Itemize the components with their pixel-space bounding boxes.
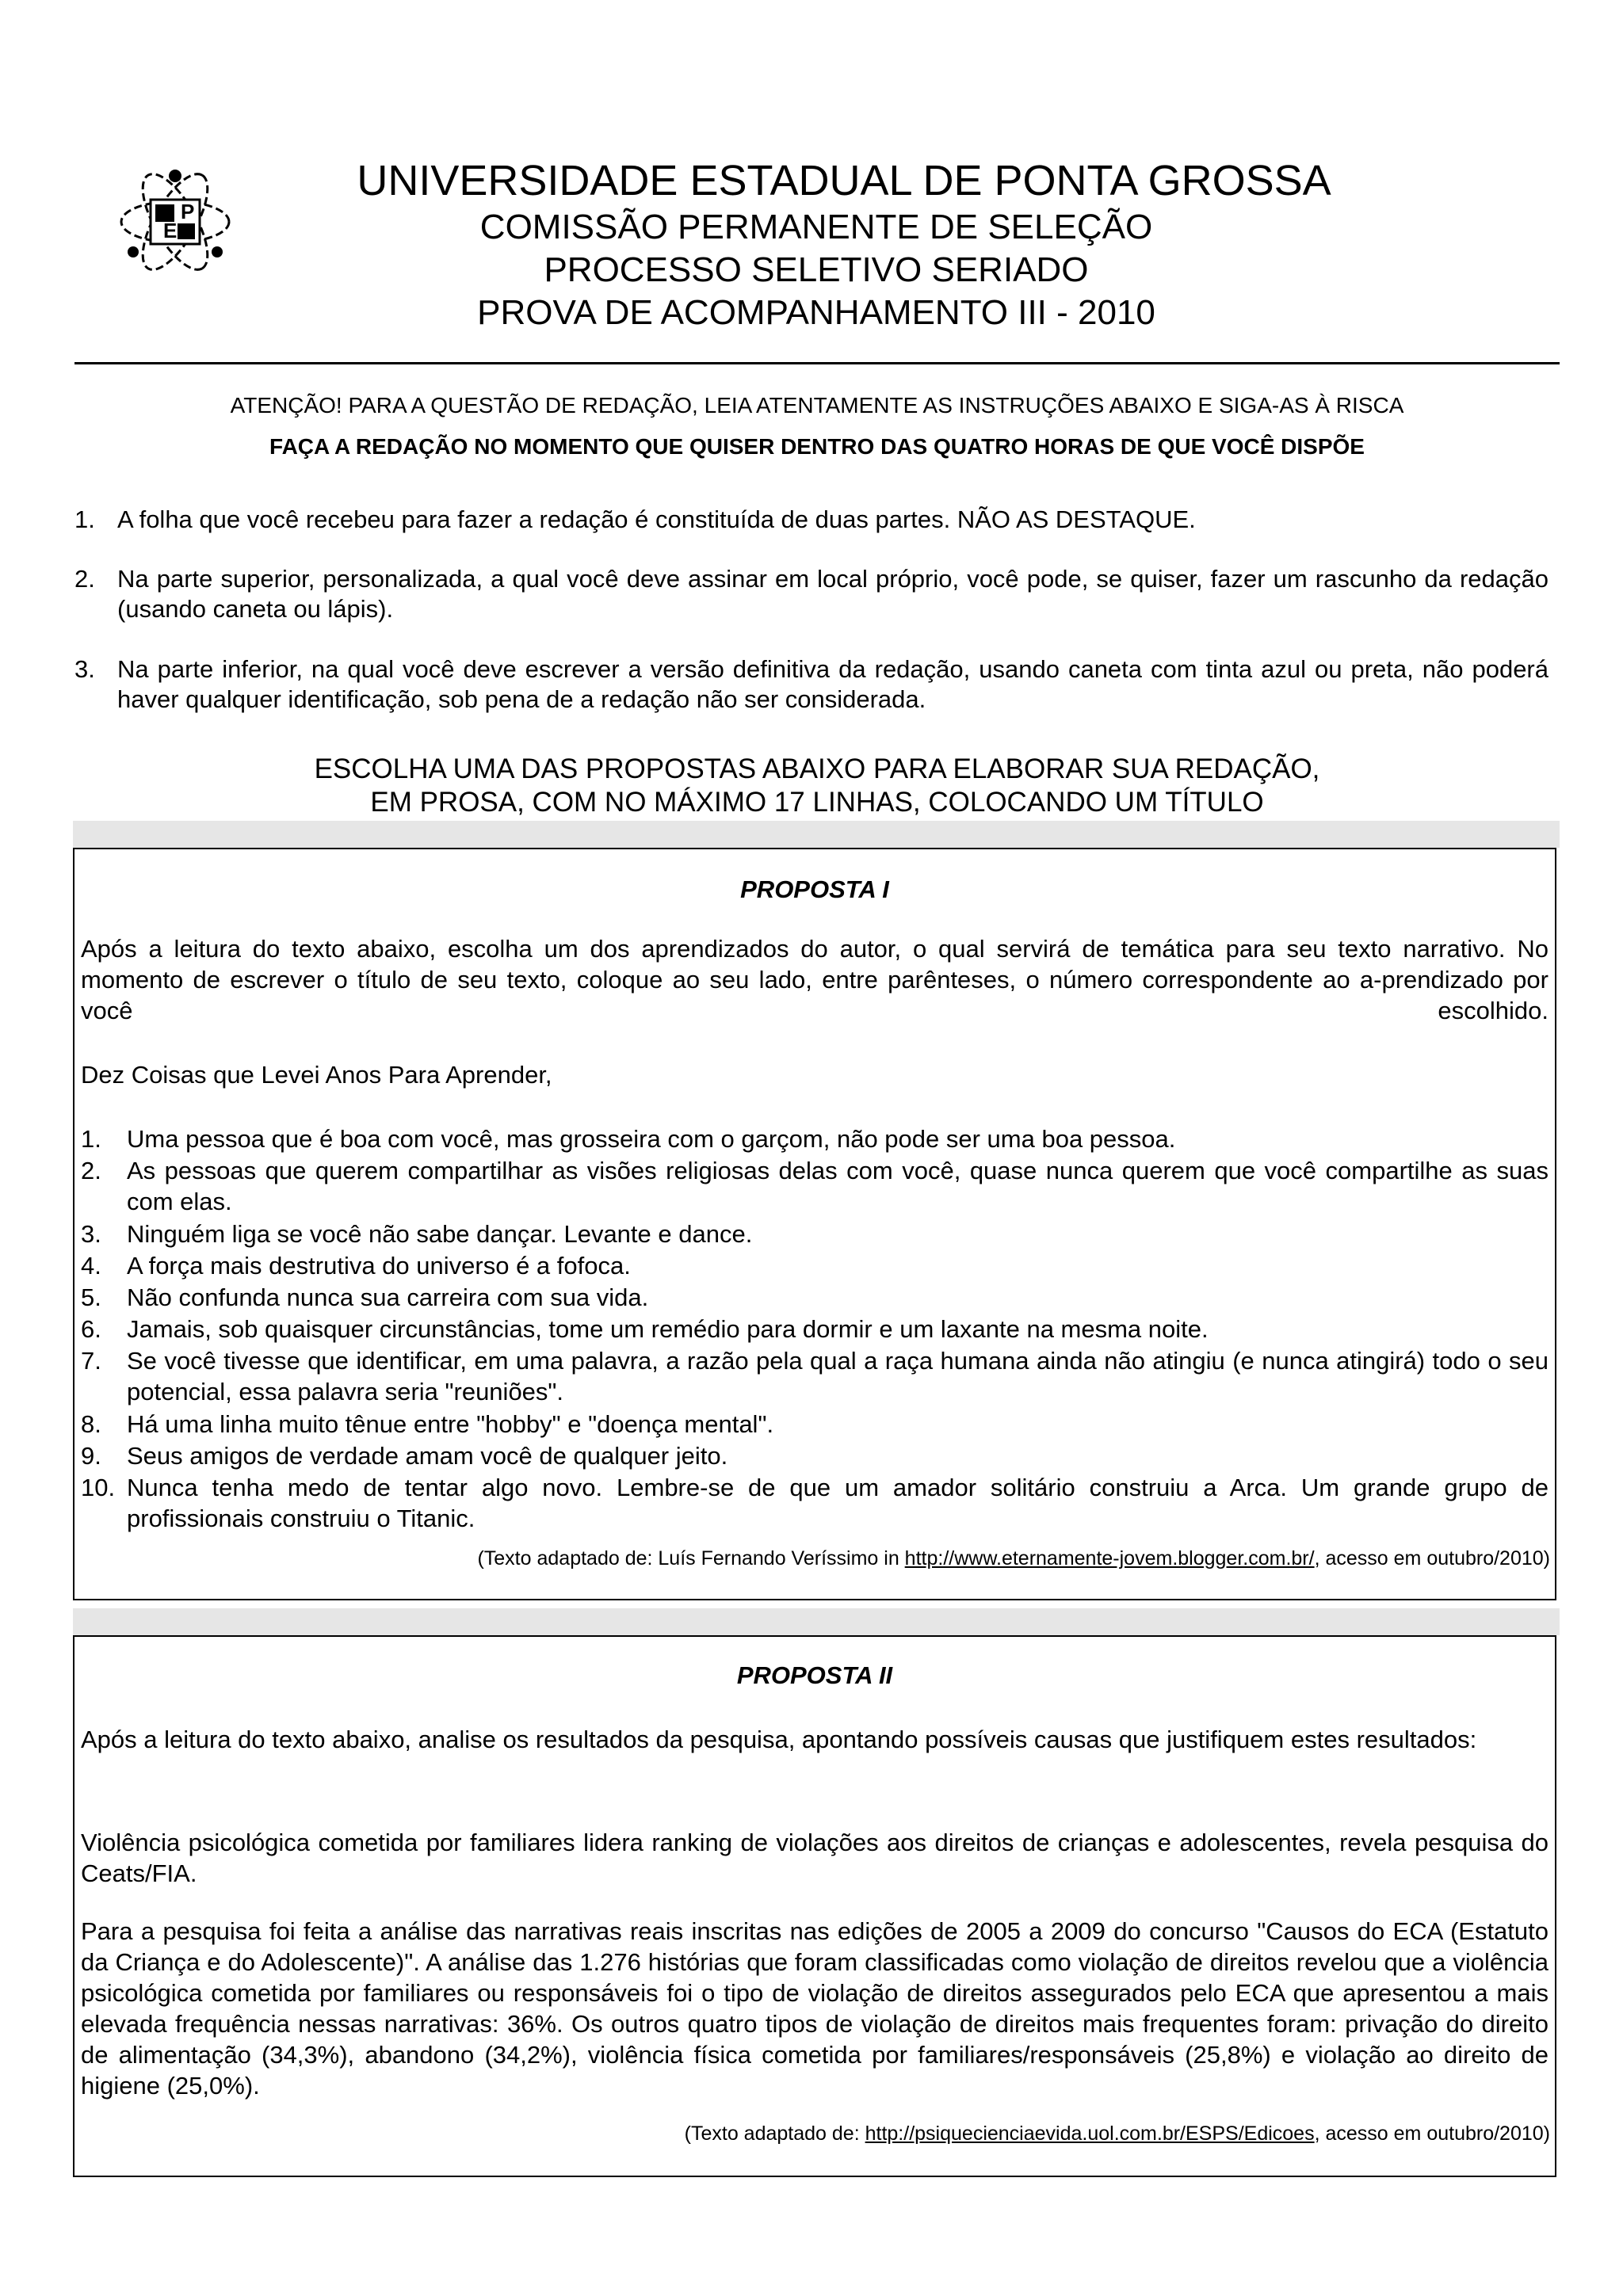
list-text: Não confunda nunca sua carreira com sua vida. bbox=[127, 1283, 649, 1311]
instruction-item bbox=[74, 654, 1549, 715]
list-number: 6. bbox=[81, 1315, 101, 1343]
university-name: UNIVERSIDADE ESTADUAL DE PONTA GROSSA bbox=[357, 157, 1331, 204]
instruction-item bbox=[74, 505, 1549, 535]
proposta-2-source bbox=[685, 2122, 1550, 2145]
commission-name: COMISSÃO PERMANENTE DE SELEÇÃO bbox=[479, 208, 1153, 246]
proposta-2-intro: Após a leitura do texto abaixo, analise os resultados da pesquisa, apontando possíveis causas que justifiquem estes resultados: bbox=[81, 1726, 1477, 1753]
list-text: Jamais, sob quaisquer circunstâncias, tome um remédio para dormir e um laxante na mesma noite. bbox=[127, 1315, 1209, 1343]
list-item bbox=[81, 1282, 1549, 1313]
instruction-text: Na parte superior, personalizada, a qual você deve assinar em local próprio, você pode, se quiser, fazer um rascunho da redação (usando caneta ou lápis). bbox=[117, 565, 1549, 623]
instruction-number: 2. bbox=[74, 565, 95, 593]
proposta-2-title: PROPOSTA II bbox=[736, 1661, 893, 1689]
source-suffix: , acesso em outubro/2010) bbox=[1314, 2122, 1550, 2145]
list-item bbox=[81, 1250, 1549, 1281]
list-item bbox=[81, 1472, 1549, 1534]
instruction-item bbox=[74, 564, 1549, 624]
source-prefix: (Texto adaptado de: Luís Fernando Veríssimo in bbox=[477, 1547, 905, 1569]
instruction-text: A folha que você recebeu para fazer a redação é constituída de duas partes. NÃO AS DESTAQUE. bbox=[117, 505, 1196, 533]
attention-line: ATENÇÃO! PARA A QUESTÃO DE REDAÇÃO, LEIA ATENTAMENTE AS INSTRUÇÕES ABAIXO E SIGA-AS À RISCA bbox=[230, 393, 1404, 418]
proposta-2-box bbox=[73, 1635, 1556, 2177]
source-link[interactable]: http://psiquecienciaevida.uol.com.br/ESPS/Edicoes bbox=[865, 2122, 1315, 2145]
list-text: Há uma linha muito tênue entre "hobby" e "doença mental". bbox=[127, 1410, 774, 1438]
instruction-number: 1. bbox=[74, 505, 95, 533]
list-number: 7. bbox=[81, 1347, 101, 1375]
list-item bbox=[81, 1123, 1549, 1154]
list-number: 3. bbox=[81, 1220, 101, 1248]
header bbox=[238, 155, 1395, 334]
proposta-2-paragraph-1: Violência psicológica cometida por familiares lidera ranking de violações aos direitos de crianças e adolescentes, revela pesquisa do Ceats/FIA. bbox=[81, 1829, 1549, 1887]
list-item bbox=[81, 1440, 1549, 1471]
proposta-1-intro: Após a leitura do texto abaixo, escolha um dos aprendizados do autor, o qual servirá de temática para seu texto narrativo. No momento de escrever o título de seu texto, coloque ao seu lado, entre parênteses, o número correspondente ao a-prendizado por você escolhido. bbox=[81, 935, 1549, 1024]
proposta-1-title: PROPOSTA I bbox=[740, 875, 889, 903]
list-number: 10. bbox=[81, 1474, 116, 1501]
source-suffix: , acesso em outubro/2010) bbox=[1314, 1547, 1550, 1569]
exam-name: PROVA DE ACOMPANHAMENTO III - 2010 bbox=[477, 293, 1155, 332]
svg-text:P: P bbox=[181, 200, 195, 223]
source-prefix: (Texto adaptado de: bbox=[684, 2122, 865, 2145]
header-divider bbox=[74, 362, 1560, 364]
list-item bbox=[81, 1155, 1549, 1217]
list-number: 5. bbox=[81, 1283, 101, 1311]
proposta-1-text-title: Dez Coisas que Levei Anos Para Aprender, bbox=[81, 1061, 552, 1089]
list-text: A força mais destrutiva do universo é a fofoca. bbox=[127, 1252, 631, 1280]
list-number: 4. bbox=[81, 1252, 101, 1280]
proposta-1-source bbox=[477, 1547, 1550, 1570]
list-text: Nunca tenha medo de tentar algo novo. Lembre-se de que um amador solitário construiu a Arca. Um grande grupo de profissionais construiu o Titanic. bbox=[127, 1474, 1549, 1532]
list-item bbox=[81, 1409, 1549, 1440]
list-item bbox=[81, 1345, 1549, 1407]
list-number: 2. bbox=[81, 1157, 101, 1184]
section-separator bbox=[73, 1608, 1560, 1635]
list-number: 1. bbox=[81, 1125, 101, 1153]
list-item bbox=[81, 1219, 1549, 1249]
instruction-number: 3. bbox=[74, 655, 95, 683]
list-text: Se você tivesse que identificar, em uma palavra, a razão pela qual a raça humana ainda não atingiu (e nunca atingirá) todo o seu potencial, essa palavra seria "reuniões". bbox=[127, 1347, 1549, 1405]
proposta-1-box bbox=[73, 848, 1556, 1600]
choose-line-1: ESCOLHA UMA DAS PROPOSTAS ABAIXO PARA ELABORAR SUA REDAÇÃO, bbox=[314, 753, 1320, 784]
list-text: Uma pessoa que é boa com você, mas grosseira com o garçom, não pode ser uma boa pessoa. bbox=[127, 1125, 1176, 1153]
attention-bold-line: FAÇA A REDAÇÃO NO MOMENTO QUE QUISER DENTRO DAS QUATRO HORAS DE QUE VOCÊ DISPÕE bbox=[269, 434, 1365, 459]
list-text: Ninguém liga se você não sabe dançar. Levante e dance. bbox=[127, 1220, 753, 1248]
list-number: 8. bbox=[81, 1410, 101, 1438]
section-separator bbox=[73, 821, 1560, 848]
list-text: As pessoas que querem compartilhar as visões religiosas delas com você, quase nunca querem que você compartilhe as suas com elas. bbox=[127, 1157, 1549, 1215]
svg-text:E: E bbox=[163, 219, 178, 242]
list-item bbox=[81, 1314, 1549, 1344]
list-number: 9. bbox=[81, 1442, 101, 1470]
choose-proposal-heading bbox=[74, 753, 1560, 819]
instruction-text: Na parte inferior, na qual você deve escrever a versão definitiva da redação, usando caneta com tinta azul ou preta, não poderá haver qualquer identificação, sob pena de a redação não ser considerada. bbox=[117, 655, 1549, 713]
proposta-2-paragraph-2: Para a pesquisa foi feita a análise das narrativas reais inscritas nas edições de 2005 a 2009 do concurso "Causos do ECA (Estatuto da Criança e do Adolescente)". A análise das 1.276 histórias que foram classificadas como violação de direitos revelou que a violência psicológica cometida por familiares ou responsáveis foi o tipo de violação de direitos assegurados pelo ECA que apresentou a mais elevada frequência nessas narrativas: 36%. Os outros quatro tipos de violação de direitos mais frequentes foram: privação do direito de alimentação (34,3%), abandono (34,2%), violência física cometida por familiares/responsáveis (25,8%) e violação ao direito de higiene (25,0%). bbox=[81, 1917, 1549, 2100]
process-name: PROCESSO SELETIVO SERIADO bbox=[544, 250, 1089, 289]
choose-line-2: EM PROSA, COM NO MÁXIMO 17 LINHAS, COLOCANDO UM TÍTULO bbox=[370, 787, 1264, 818]
list-text: Seus amigos de verdade amam você de qualquer jeito. bbox=[127, 1442, 728, 1470]
university-logo-icon bbox=[116, 158, 235, 285]
source-link[interactable]: http://www.eternamente-jovem.blogger.com.br/ bbox=[904, 1547, 1315, 1569]
